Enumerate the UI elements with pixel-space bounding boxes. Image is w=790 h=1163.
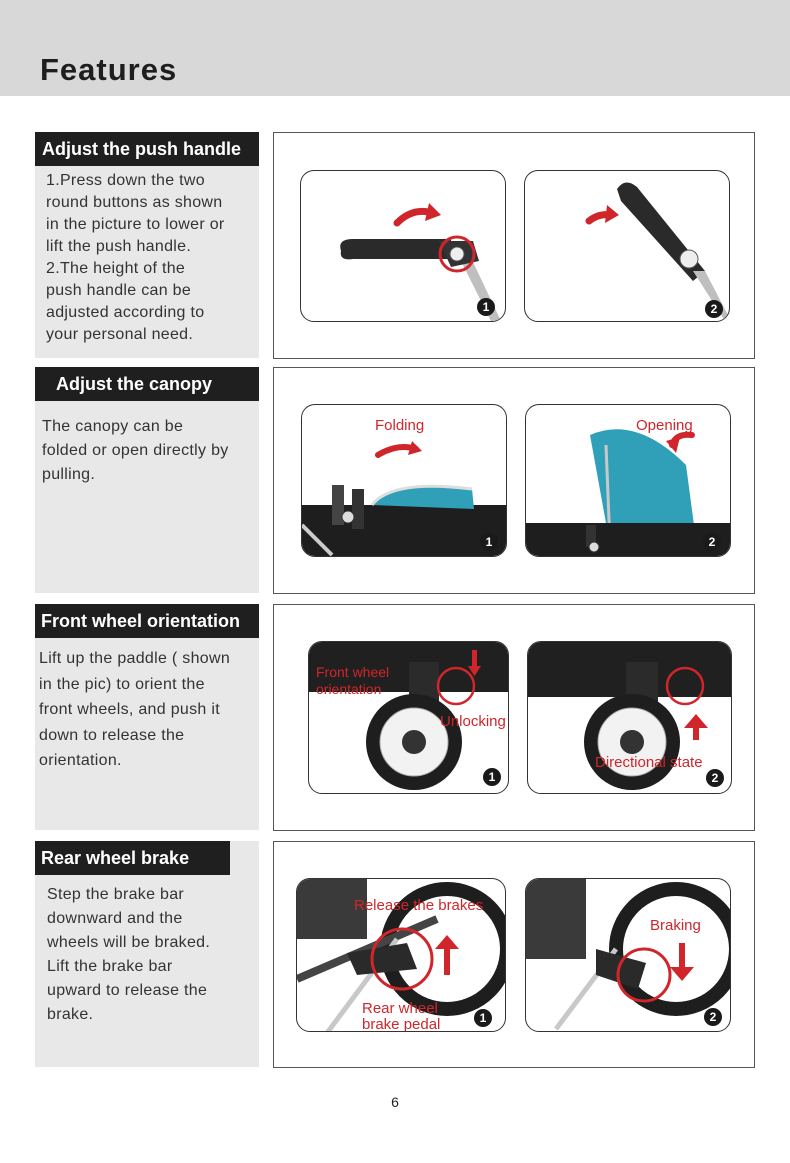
handle-illustration: [525, 171, 730, 322]
step-number-badge: 1: [477, 298, 495, 316]
section-canopy: [0, 367, 790, 595]
illustration-frame: [273, 367, 755, 594]
desc-line: your personal need.: [46, 326, 194, 343]
photo-caption: Directional state: [595, 754, 703, 771]
desc-line: front wheels, and push it: [39, 701, 220, 718]
step-number-badge: 2: [703, 533, 721, 551]
step-number-badge: 2: [706, 769, 724, 787]
caption-line: orientation: [316, 681, 382, 697]
desc-line: push handle can be: [46, 282, 192, 299]
desc-line: Lift up the paddle ( shown: [39, 650, 231, 667]
illustration-frame: [273, 132, 755, 359]
desc-line: lift the push handle.: [46, 238, 192, 255]
photo-caption: Unlocking: [440, 713, 506, 730]
handle-photo-1: [300, 170, 506, 322]
header-bar: [0, 0, 790, 96]
desc-line: Lift the brake bar: [47, 958, 173, 975]
desc-line: orientation.: [39, 752, 122, 769]
caption-line: Front wheel: [316, 664, 390, 680]
caption-line: Rear wheel: [362, 1000, 438, 1017]
canopy-illustration: [526, 405, 731, 557]
description-panel: [35, 841, 259, 1067]
step-number-badge: 2: [704, 1008, 722, 1026]
description-text: [39, 646, 230, 774]
description-text: [47, 883, 210, 1027]
description-panel: [35, 132, 259, 358]
canopy-photo-2: [525, 404, 731, 557]
photo-caption: Folding: [375, 417, 425, 434]
illustration-frame: [273, 604, 755, 831]
handle-illustration: [301, 171, 506, 322]
desc-line: upward to release the: [47, 982, 208, 999]
desc-line: round buttons as shown: [46, 194, 223, 211]
section-rear-brake: [0, 841, 790, 1069]
brake-photo-1: [296, 878, 506, 1032]
section-front-wheel: [0, 604, 790, 832]
wheel-photo-1: [308, 641, 509, 794]
desc-line: downward and the: [47, 910, 183, 927]
section-label: Front wheel orientation: [35, 604, 259, 638]
desc-line: The canopy can be: [42, 418, 184, 435]
page-number: 6: [391, 1094, 399, 1110]
desc-line: Step the brake bar: [47, 886, 185, 903]
section-push-handle: [0, 132, 790, 360]
illustration-frame: [273, 841, 755, 1068]
canopy-photo-1: [301, 404, 507, 557]
description-text: [42, 415, 229, 487]
step-number-badge: 2: [705, 300, 723, 318]
section-label: Adjust the canopy: [35, 367, 259, 401]
desc-line: down to release the: [39, 726, 185, 744]
desc-line: pulling.: [42, 466, 96, 483]
desc-line: brake.: [47, 1006, 94, 1023]
step-number-badge: 1: [483, 768, 501, 786]
desc-line: adjusted according to: [46, 304, 205, 321]
step-number-badge: 1: [480, 533, 498, 551]
description-panel: [35, 604, 259, 830]
description-panel: [35, 367, 259, 593]
step-number-badge: 1: [474, 1009, 492, 1027]
photo-caption: Opening: [636, 417, 693, 434]
photo-caption: Release the brakes: [354, 897, 484, 914]
photo-caption: [362, 1001, 440, 1032]
page-title: Features: [40, 52, 178, 87]
desc-line: wheels will be braked.: [47, 934, 211, 951]
desc-line: in the picture to lower or: [46, 216, 225, 233]
brake-photo-2: [525, 878, 731, 1032]
desc-line: 2.The height of the: [46, 260, 186, 277]
photo-caption: [316, 664, 389, 698]
caption-line: brake pedal: [362, 1016, 441, 1032]
desc-line: in the pic) to orient the: [39, 675, 205, 693]
description-text: [46, 170, 225, 346]
desc-line: folded or open directly by: [42, 442, 229, 459]
section-label: Adjust the push handle: [35, 132, 259, 166]
brake-illustration: [526, 879, 731, 1032]
section-label: Rear wheel brake: [35, 841, 230, 875]
desc-line: 1.Press down the two: [46, 172, 205, 189]
handle-photo-2: [524, 170, 730, 322]
wheel-photo-2: [527, 641, 732, 794]
photo-caption: Braking: [650, 917, 701, 934]
